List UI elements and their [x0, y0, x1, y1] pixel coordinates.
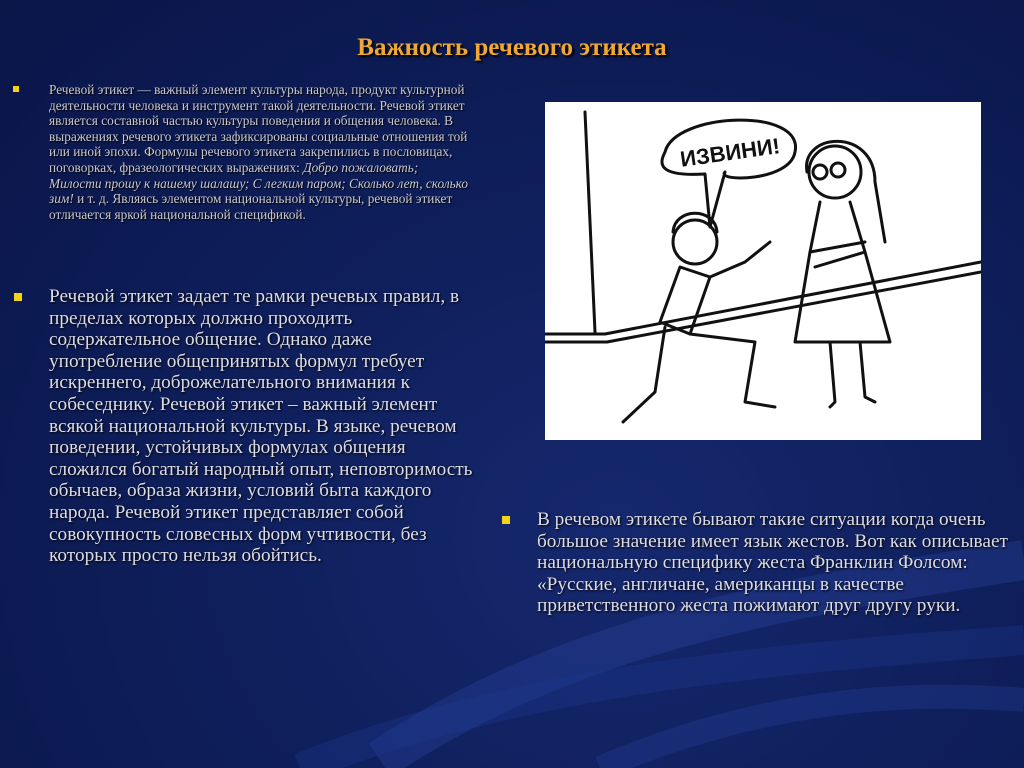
slide-title: Важность речевого этикета: [357, 34, 667, 61]
bullet-1-icon: [13, 86, 19, 92]
bullet-2-icon: [14, 293, 22, 301]
apology-drawing: [545, 102, 981, 440]
speech-bubble-text: ИЗВИНИ!: [678, 133, 782, 172]
paragraph-gesture-language: В речевом этикете бывают такие ситуации когда очень большое значение имеет язык жестов. Вот как описывает национальную специфику жеста Франклин Фолсом: «Русские, англичане, американцы в качестве приветственного жеста пожимают друг другу руки.: [537, 509, 1008, 617]
paragraph-etiquette-definition: [49, 82, 469, 222]
paragraph-1-text-b: и т. д. Являясь элементом национальной культуры, речевой этикет отличается яркой национальной спецификой.: [49, 191, 453, 222]
paragraph-1-italic-phrases: Добро пожаловать; Милости прошу к нашему шалашу; С легким паром; Сколько лет, сколько зим!: [49, 159, 469, 207]
bullet-3-icon: [502, 516, 510, 524]
paragraph-1-text-a: Речевой этикет — важный элемент культуры народа, продукт культурной деятельности человека и инструмент такой деятельности. Речевой этикет является составной частью культуры поведения и общения человека. В выражениях речевого этикета зафиксированы социальные отношения той или иной эпохи. Формулы речевого этикета закрепились в пословицах, поговорках, фразеологических выражениях:: [49, 82, 468, 175]
illustration-apology: [545, 102, 981, 440]
paragraph-etiquette-rules: Речевой этикет задает те рамки речевых правил, в пределах которых должно проходить содержательное общение. Однако даже употребление общепринятых формул требует искреннего, доброжелательного внимания к собеседнику. Речевой этикет – важный элемент всякой национальной культуры. В языке, речевом поведении, устойчивых формулах общения сложился богатый народный опыт, неповторимость обычаев, образа жизни, условий быта каждого народа. Речевой этикет представляет собой совокупность словесных форм учтивости, без которых просто нельзя обойтись.: [49, 286, 473, 567]
